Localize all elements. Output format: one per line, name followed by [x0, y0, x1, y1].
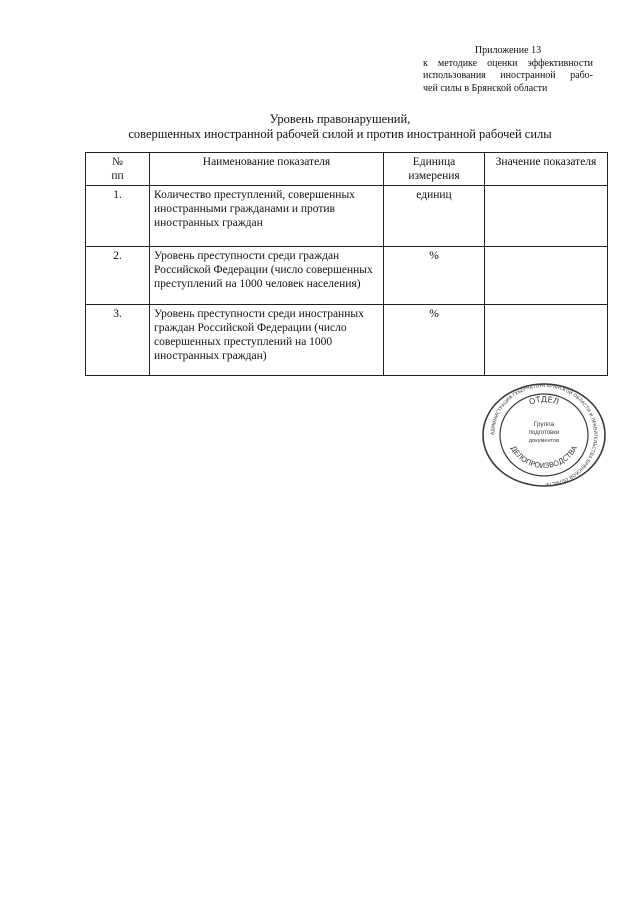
document-title: [0, 112, 640, 142]
row-num: 3.: [86, 305, 150, 376]
header-name: Наименование показателя: [150, 153, 384, 186]
row-unit: единиц: [384, 186, 485, 247]
indicators-table: [85, 152, 608, 376]
header-unit-line-2: измерения: [408, 170, 460, 182]
table-row: [86, 305, 608, 376]
row-value: [485, 186, 608, 247]
header-num: [86, 153, 150, 186]
row-name: Уровень преступности среди иностранных граждан Российской Федерации (число совершенных преступлений на 1000 иностранных граждан): [150, 305, 384, 376]
table-header-row: [86, 153, 608, 186]
row-num: 2.: [86, 247, 150, 305]
appendix-line-4: чей силы в Брянской области: [423, 82, 548, 94]
stamp-arc-top: ОТДЕЛ: [527, 394, 561, 407]
stamp-outer-text: АДМИНИСТРАЦИЯ ГУБЕРНАТОРА БРЯНСКОЙ ОБЛАСТИ И ПРАВИТЕЛЬСТВА БРЯНСКОЙ ОБЛАСТИ: [490, 383, 598, 487]
stamp-arc-bottom: ДЕЛОПРОИЗВОДСТВА: [508, 444, 580, 471]
row-value: [485, 305, 608, 376]
appendix-line-1: Приложение 13: [474, 45, 542, 56]
appendix-line-2: к методике оценки эффективности: [423, 57, 593, 69]
table-row: [86, 247, 608, 305]
row-unit: %: [384, 305, 485, 376]
header-unit-line-1: Единица: [412, 156, 456, 168]
title-line-1: Уровень правонарушений,: [269, 112, 411, 126]
row-num: 1.: [86, 186, 150, 247]
header-unit: [384, 153, 485, 186]
row-unit: %: [384, 247, 485, 305]
header-value: Значение показателя: [485, 153, 608, 186]
stamp-inner-line-2: подготовки: [528, 430, 560, 436]
table-row: [86, 186, 608, 247]
row-name: Уровень преступности среди граждан Российской Федерации (число совершенных преступлений на 1000 человек населения): [150, 247, 384, 305]
appendix-note: [423, 45, 593, 95]
row-value: [485, 247, 608, 305]
header-num-line-2: пп: [111, 170, 124, 182]
stamp-inner-line-1: Группа: [533, 421, 555, 428]
official-stamp: [480, 382, 608, 488]
row-name: Количество преступлений, совершенных иностранными гражданами и против иностранных граждан: [150, 186, 384, 247]
header-num-line-1: №: [112, 156, 123, 168]
title-line-2: совершенных иностранной рабочей силой и против иностранной рабочей силы: [128, 127, 552, 141]
appendix-line-3: использования иностранной рабо-: [423, 70, 593, 81]
stamp-inner-line-3: документов: [528, 438, 560, 444]
